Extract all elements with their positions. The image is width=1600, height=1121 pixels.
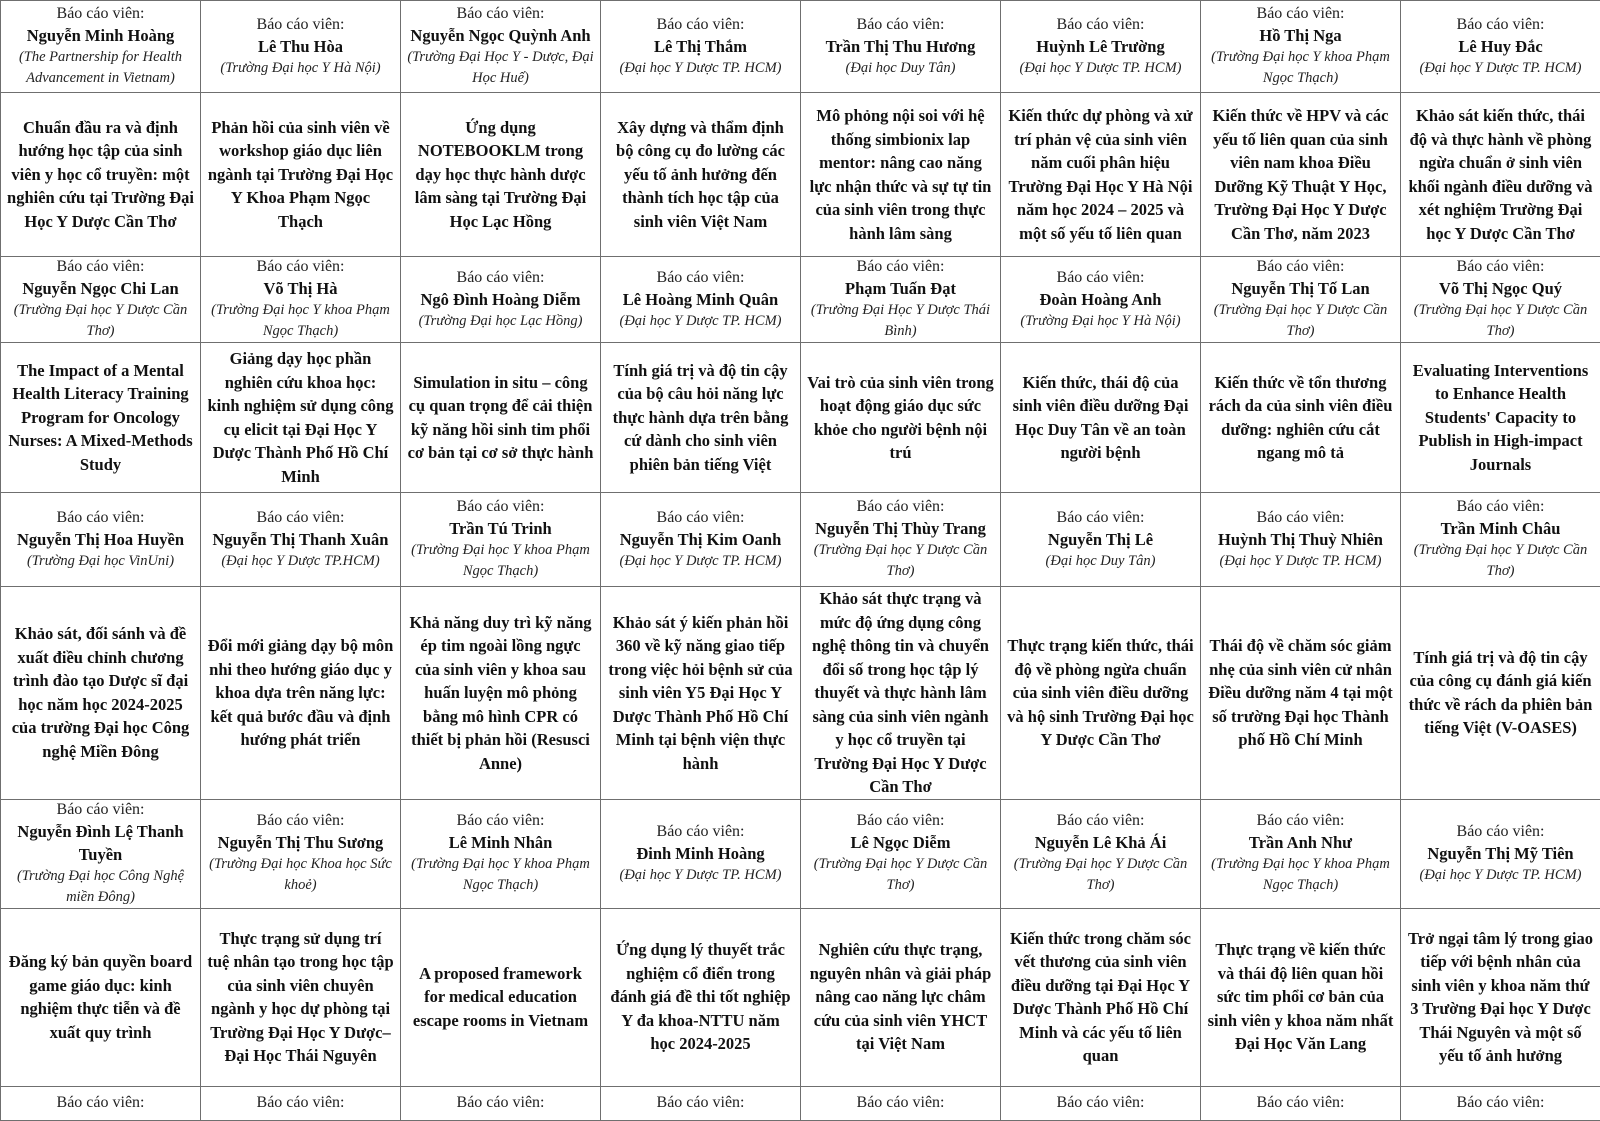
speaker-cell: [201, 493, 401, 587]
speaker-name: Nguyễn Đình Lệ Thanh Tuyền: [7, 820, 194, 866]
presentation-title: [201, 343, 401, 493]
title-text: Ứng dụng lý thuyết trắc nghiệm cổ điển trong đánh giá đề thi tốt nghiệp Y đa khoa-NTTU năm học 2024-2025: [607, 938, 794, 1056]
speaker-cell: [401, 493, 601, 587]
speaker-affiliation: (Đại học Y Dược TP. HCM): [1007, 58, 1194, 79]
presentation-title: [401, 93, 601, 257]
title-text: Chuẩn đầu ra và định hướng học tập của sinh viên y học cổ truyền: một nghiên cứu tại Trường Đại Học Y Dược Cần Thơ: [7, 116, 194, 234]
speaker-name: Nguyễn Thị Lê: [1007, 528, 1194, 551]
speaker-cell: [1001, 493, 1201, 587]
speaker-affiliation: (Đại học Y Dược TP. HCM): [607, 58, 794, 79]
speaker-cell: [1001, 1086, 1201, 1120]
title-text: Evaluating Interventions to Enhance Health Students' Capacity to Publish in High-impact Journals: [1407, 359, 1594, 477]
speaker-cell: [201, 257, 401, 343]
speaker-affiliation: (Trường Đại học Y Hà Nội): [207, 58, 394, 79]
speaker-cell: [1201, 257, 1401, 343]
speaker-affiliation: (Trường Đại học Y Dược Cần Thơ): [1007, 854, 1194, 896]
speaker-label: Báo cáo viên:: [607, 508, 794, 528]
speaker-label: Báo cáo viên:: [807, 15, 994, 35]
presentation-title: [801, 908, 1001, 1086]
speaker-name: Nguyễn Thị Kim Oanh: [607, 528, 794, 551]
speaker-affiliation: (Đại học Y Dược TP. HCM): [607, 865, 794, 886]
speaker-name: Võ Thị Ngọc Quý: [1407, 277, 1594, 300]
speaker-affiliation: (Trường Đại học Y Dược Cần Thơ): [807, 540, 994, 582]
speaker-affiliation: (Trường Đại học Y Hà Nội): [1007, 311, 1194, 332]
title-text: Tính giá trị và độ tin cậy của công cụ đánh giá kiến thức về rách da phiên bản tiếng Việt (V-OASES): [1407, 646, 1594, 740]
speaker-name: Đoàn Hoàng Anh: [1007, 288, 1194, 311]
speaker-name: Phạm Tuấn Đạt: [807, 277, 994, 300]
speaker-cell: [1401, 1, 1600, 93]
speaker-label: Báo cáo viên:: [407, 497, 594, 517]
title-row: [1, 343, 1600, 493]
title-text: Đổi mới giảng dạy bộ môn nhi theo hướng giáo dục y khoa dựa trên năng lực: kết quả bước đầu và định hướng phát triển: [207, 634, 394, 752]
speaker-name: Nguyễn Ngọc Quỳnh Anh: [407, 24, 594, 47]
presentation-title: [1001, 908, 1201, 1086]
title-text: Thực trạng kiến thức, thái độ về phòng ngừa chuẩn của sinh viên điều dưỡng và hộ sinh Trường Đại học Y Dược Cần Thơ: [1007, 634, 1194, 752]
speaker-cell: [1, 1086, 201, 1120]
speaker-affiliation: (Trường Đại học Công Nghệ miền Đông): [7, 866, 194, 908]
speaker-label: Báo cáo viên:: [1407, 822, 1594, 842]
speaker-affiliation: (Trường Đại học Y Dược Cần Thơ): [7, 300, 194, 342]
speaker-name: Trần Thị Thu Hương: [807, 35, 994, 58]
presentation-title: [1401, 908, 1600, 1086]
speaker-cell: [1, 493, 201, 587]
speaker-label: Báo cáo viên:: [1007, 1093, 1194, 1113]
speaker-cell: [1401, 493, 1600, 587]
presentation-title: [1401, 343, 1600, 493]
speaker-cell: [1201, 799, 1401, 908]
speaker-affiliation: (The Partnership for Health Advancement in Vietnam): [7, 47, 194, 89]
title-text: Kiến thức về HPV và các yếu tố liên quan của sinh viên nam khoa Điều Dưỡng Kỹ Thuật Y Học, Trường Đại Học Y Dược Cần Thơ, năm 2023: [1207, 104, 1394, 245]
title-text: Kiến thức, thái độ của sinh viên điều dưỡng Đại Học Duy Tân về an toàn người bệnh: [1007, 371, 1194, 465]
presentation-title: [601, 343, 801, 493]
speaker-label: Báo cáo viên:: [207, 1093, 394, 1113]
speaker-affiliation: (Đại học Y Dược TP. HCM): [607, 551, 794, 572]
speaker-label: Báo cáo viên:: [407, 268, 594, 288]
presentation-title: [201, 587, 401, 800]
title-text: Thái độ về chăm sóc giảm nhẹ của sinh viên cử nhân Điều dưỡng năm 4 tại một số trường Đại học Thành phố Hồ Chí Minh: [1207, 634, 1394, 752]
speaker-name: Lê Thị Thắm: [607, 35, 794, 58]
speaker-cell: [1401, 1086, 1600, 1120]
title-text: Giảng dạy học phần nghiên cứu khoa học: kinh nghiệm sử dụng công cụ elicit tại Đại Học Y Dược Thành Phố Hồ Chí Minh: [207, 347, 394, 488]
presentation-title: [801, 343, 1001, 493]
speaker-cell: [201, 1, 401, 93]
speaker-label: Báo cáo viên:: [207, 811, 394, 831]
speaker-label: Báo cáo viên:: [7, 1093, 194, 1113]
speaker-name: Nguyễn Ngọc Chi Lan: [7, 277, 194, 300]
speaker-cell: [601, 1, 801, 93]
speaker-name: Đinh Minh Hoàng: [607, 842, 794, 865]
title-text: Kiến thức về tổn thương rách da của sinh viên điều dưỡng: nghiên cứu cắt ngang mô tả: [1207, 371, 1394, 465]
title-text: Khả năng duy trì kỹ năng ép tim ngoài lồng ngực của sinh viên y khoa sau huấn luyện mô phỏng bằng mô hình CPR có thiết bị phản hồi (Resusci Anne): [407, 611, 594, 776]
speaker-affiliation: (Trường Đại học Y Dược Cần Thơ): [1207, 300, 1394, 342]
presentation-title: [601, 587, 801, 800]
presentation-title: [601, 93, 801, 257]
presentation-title: [1, 93, 201, 257]
speaker-name: Nguyễn Thị Thùy Trang: [807, 517, 994, 540]
speaker-row: [1, 1086, 1600, 1120]
speaker-affiliation: (Đại học Y Dược TP. HCM): [1407, 865, 1594, 886]
speaker-cell: [1401, 257, 1600, 343]
speaker-cell: [1201, 1, 1401, 93]
speaker-label: Báo cáo viên:: [1407, 257, 1594, 277]
speaker-name: Nguyễn Lê Khả Ái: [1007, 831, 1194, 854]
speaker-label: Báo cáo viên:: [7, 508, 194, 528]
speaker-cell: [1201, 1086, 1401, 1120]
speaker-name: Lê Huy Đắc: [1407, 35, 1594, 58]
speaker-affiliation: (Đại học Y Dược TP. HCM): [1207, 551, 1394, 572]
title-text: Khảo sát thực trạng và mức độ ứng dụng công nghệ thông tin và chuyển đổi số trong học tập lý thuyết và thực hành lâm sàng của sinh viên ngành y học cổ truyền tại Trường Đại Học Y Dược Cần Thơ: [807, 587, 994, 799]
presentation-title: [801, 93, 1001, 257]
speaker-name: Nguyễn Thị Tố Lan: [1207, 277, 1394, 300]
speaker-label: Báo cáo viên:: [607, 268, 794, 288]
speaker-cell: [1001, 799, 1201, 908]
speaker-label: Báo cáo viên:: [1207, 257, 1394, 277]
title-row: [1, 587, 1600, 800]
speaker-affiliation: (Đại học Duy Tân): [1007, 551, 1194, 572]
title-row: [1, 93, 1600, 257]
speaker-affiliation: (Trường Đại học Y Dược Cần Thơ): [1407, 300, 1594, 342]
presentation-title: [1001, 587, 1201, 800]
speaker-name: Trần Anh Như: [1207, 831, 1394, 854]
speaker-cell: [401, 1, 601, 93]
speaker-name: Trần Tú Trinh: [407, 517, 594, 540]
title-text: Vai trò của sinh viên trong hoạt động giáo dục sức khỏe cho người bệnh nội trú: [807, 371, 994, 465]
speaker-name: Nguyễn Thị Thu Sương: [207, 831, 394, 854]
speaker-label: Báo cáo viên:: [207, 15, 394, 35]
speaker-name: Ngô Đình Hoàng Diễm: [407, 288, 594, 311]
speaker-cell: [1, 1, 201, 93]
presentation-title: [801, 587, 1001, 800]
speaker-label: Báo cáo viên:: [1007, 268, 1194, 288]
speaker-cell: [601, 493, 801, 587]
speaker-label: Báo cáo viên:: [1407, 1093, 1594, 1113]
speaker-affiliation: (Trường Đại học Y khoa Phạm Ngọc Thạch): [1207, 47, 1394, 89]
speaker-label: Báo cáo viên:: [807, 1093, 994, 1113]
speaker-row: [1, 1, 1600, 93]
speaker-affiliation: (Trường Đại học Y Dược Cần Thơ): [1407, 540, 1594, 582]
speaker-affiliation: (Trường Đại Học Y Dược Thái Bình): [807, 300, 994, 342]
title-text: Nghiên cứu thực trạng, nguyên nhân và giải pháp nâng cao năng lực châm cứu của sinh viên YHCT tại Việt Nam: [807, 938, 994, 1056]
speaker-cell: [801, 1, 1001, 93]
speaker-affiliation: (Trường Đại học Y khoa Phạm Ngọc Thạch): [207, 300, 394, 342]
presentation-title: [601, 908, 801, 1086]
title-text: Xây dựng và thẩm định bộ công cụ đo lường các yếu tố ảnh hưởng đến thành tích học tập của sinh viên Việt Nam: [607, 116, 794, 234]
presentation-title: [401, 343, 601, 493]
speaker-cell: [1401, 799, 1600, 908]
speaker-label: Báo cáo viên:: [7, 4, 194, 24]
presentation-title: [1201, 587, 1401, 800]
speaker-label: Báo cáo viên:: [7, 257, 194, 277]
title-text: Kiến thức dự phòng và xử trí phản vệ của sinh viên năm cuối phân hiệu Trường Đại Học Y Hà Nội năm học 2024 – 2025 và một số yếu tố liên quan: [1007, 104, 1194, 245]
speaker-cell: [401, 1086, 601, 1120]
speaker-name: Võ Thị Hà: [207, 277, 394, 300]
speaker-name: Lê Thu Hòa: [207, 35, 394, 58]
speaker-affiliation: (Đại học Y Dược TP. HCM): [607, 311, 794, 332]
speaker-affiliation: (Trường Đại học Y khoa Phạm Ngọc Thạch): [407, 854, 594, 896]
title-text: Mô phỏng nội soi với hệ thống simbionix lap mentor: nâng cao năng lực nhận thức và sự tự tin của sinh viên trong thực hành lâm sàng: [807, 104, 994, 245]
speaker-row: [1, 799, 1600, 908]
speaker-label: Báo cáo viên:: [1207, 508, 1394, 528]
speaker-affiliation: (Trường Đại học Y Dược Cần Thơ): [807, 854, 994, 896]
speaker-cell: [401, 799, 601, 908]
speaker-cell: [801, 257, 1001, 343]
presentation-title: [1201, 908, 1401, 1086]
speaker-label: Báo cáo viên:: [807, 497, 994, 517]
speaker-cell: [1, 257, 201, 343]
speaker-affiliation: (Trường Đại học VinUni): [7, 551, 194, 572]
speaker-label: Báo cáo viên:: [1007, 15, 1194, 35]
presentation-title: [401, 587, 601, 800]
speaker-row: [1, 257, 1600, 343]
presentation-title: [1201, 343, 1401, 493]
speaker-name: Lê Hoàng Minh Quân: [607, 288, 794, 311]
speaker-affiliation: (Đại học Y Dược TP. HCM): [1407, 58, 1594, 79]
speaker-cell: [801, 799, 1001, 908]
speaker-name: Nguyễn Minh Hoàng: [7, 24, 194, 47]
title-text: Simulation in situ – công cụ quan trọng để cải thiện kỹ năng hồi sinh tim phổi cơ bản tại cơ sở thực hành: [407, 371, 594, 465]
title-text: Ứng dụng NOTEBOOKLM trong dạy học thực hành dược lâm sàng tại Trường Đại Học Lạc Hồng: [407, 116, 594, 234]
speaker-name: Nguyễn Thị Mỹ Tiên: [1407, 842, 1594, 865]
speaker-label: Báo cáo viên:: [407, 811, 594, 831]
speaker-cell: [1001, 1, 1201, 93]
title-text: Kiến thức trong chăm sóc vết thương của sinh viên điều dưỡng tại Đại Học Y Dược Thành Phố Hồ Chí Minh và các yếu tố liên quan: [1007, 927, 1194, 1068]
speaker-label: Báo cáo viên:: [807, 811, 994, 831]
speaker-name: Nguyễn Thị Thanh Xuân: [207, 528, 394, 551]
speaker-affiliation: (Trường Đại học Y khoa Phạm Ngọc Thạch): [1207, 854, 1394, 896]
speaker-cell: [1201, 493, 1401, 587]
title-text: Đăng ký bản quyền board game giáo dục: kinh nghiệm thực tiễn và đề xuất quy trình: [7, 950, 194, 1044]
presentation-title: [1, 587, 201, 800]
speaker-label: Báo cáo viên:: [1207, 1093, 1394, 1113]
speaker-label: Báo cáo viên:: [607, 1093, 794, 1113]
title-row: [1, 908, 1600, 1086]
title-text: Trở ngại tâm lý trong giao tiếp với bệnh nhân của sinh viên y khoa năm thứ 3 Trường Đại học Y Dược Thái Nguyên và một số yếu tố ảnh hưởng: [1407, 927, 1594, 1068]
speaker-label: Báo cáo viên:: [407, 4, 594, 24]
speaker-row: [1, 493, 1600, 587]
speaker-name: Hồ Thị Nga: [1207, 24, 1394, 47]
speaker-cell: [601, 257, 801, 343]
speaker-label: Báo cáo viên:: [607, 15, 794, 35]
speaker-cell: [401, 257, 601, 343]
title-text: Tính giá trị và độ tin cậy của bộ câu hỏi năng lực thực hành dựa trên bằng cứ dành cho sinh viên phiên bản tiếng Việt: [607, 359, 794, 477]
speaker-label: Báo cáo viên:: [1007, 811, 1194, 831]
speaker-label: Báo cáo viên:: [1207, 4, 1394, 24]
presentation-title: [1, 343, 201, 493]
speaker-label: Báo cáo viên:: [807, 257, 994, 277]
speaker-name: Lê Minh Nhân: [407, 831, 594, 854]
speaker-affiliation: (Đại học Duy Tân): [807, 58, 994, 79]
presentation-title: [401, 908, 601, 1086]
speaker-name: Huỳnh Lê Trường: [1007, 35, 1194, 58]
speaker-label: Báo cáo viên:: [7, 800, 194, 820]
speaker-label: Báo cáo viên:: [1207, 811, 1394, 831]
presentation-title: [1401, 587, 1600, 800]
speaker-cell: [801, 1086, 1001, 1120]
title-text: The Impact of a Mental Health Literacy Training Program for Oncology Nurses: A Mixed-Methods Study: [7, 359, 194, 477]
presentation-title: [1001, 343, 1201, 493]
title-text: Thực trạng sử dụng trí tuệ nhân tạo trong học tập của sinh viên chuyên ngành y học dự phòng tại Trường Đại Học Y Dược–Đại Học Thái Nguyên: [207, 927, 394, 1068]
speaker-cell: [601, 1086, 801, 1120]
presentation-title: [201, 908, 401, 1086]
speaker-cell: [601, 799, 801, 908]
speaker-affiliation: (Trường Đại học Lạc Hồng): [407, 311, 594, 332]
speaker-cell: [201, 1086, 401, 1120]
title-text: Khảo sát kiến thức, thái độ và thực hành về phòng ngừa chuẩn ở sinh viên khối ngành điều dưỡng và xét nghiệm Trường Đại học Y Dược Cần Thơ: [1407, 104, 1594, 245]
title-text: Khảo sát, đối sánh và đề xuất điều chỉnh chương trình đào tạo Dược sĩ đại học năm học 2024-2025 của trường Đại học Công nghệ Miền Đông: [7, 622, 194, 763]
presentation-title: [201, 93, 401, 257]
presentation-title: [1201, 93, 1401, 257]
presentation-title: [1001, 93, 1201, 257]
speaker-label: Báo cáo viên:: [607, 822, 794, 842]
speaker-affiliation: (Trường Đại học Y khoa Phạm Ngọc Thạch): [407, 540, 594, 582]
speaker-label: Báo cáo viên:: [1407, 497, 1594, 517]
speaker-label: Báo cáo viên:: [1007, 508, 1194, 528]
presentation-title: [1, 908, 201, 1086]
speaker-cell: [201, 799, 401, 908]
speaker-cell: [1, 799, 201, 908]
speaker-affiliation: (Đại học Y Dược TP.HCM): [207, 551, 394, 572]
title-text: Khảo sát ý kiến phản hồi 360 về kỹ năng giao tiếp trong việc hỏi bệnh sử của sinh viên Y5 Đại Học Y Dược Thành Phố Hồ Chí Minh tại bệnh viện thực hành: [607, 611, 794, 776]
speaker-label: Báo cáo viên:: [407, 1093, 594, 1113]
speaker-label: Báo cáo viên:: [207, 257, 394, 277]
title-text: Thực trạng về kiến thức và thái độ liên quan hồi sức tim phổi cơ bản của sinh viên y khoa năm nhất Đại Học Văn Lang: [1207, 938, 1394, 1056]
speaker-name: Huỳnh Thị Thuỳ Nhiên: [1207, 528, 1394, 551]
speaker-name: Nguyễn Thị Hoa Huyền: [7, 528, 194, 551]
title-text: Phản hồi của sinh viên về workshop giáo dục liên ngành tại Trường Đại Học Y Khoa Phạm Ngọc Thạch: [207, 116, 394, 234]
speaker-label: Báo cáo viên:: [207, 508, 394, 528]
presentation-title: [1401, 93, 1600, 257]
speaker-label: Báo cáo viên:: [1407, 15, 1594, 35]
speaker-cell: [801, 493, 1001, 587]
speaker-affiliation: (Trường Đại Học Y - Dược, Đại Học Huế): [407, 47, 594, 89]
speaker-name: Lê Ngọc Diễm: [807, 831, 994, 854]
title-text: A proposed framework for medical education escape rooms in Vietnam: [407, 962, 594, 1033]
speaker-name: Trần Minh Châu: [1407, 517, 1594, 540]
speaker-cell: [1001, 257, 1201, 343]
speaker-affiliation: (Trường Đại học Khoa học Sức khoẻ): [207, 854, 394, 896]
